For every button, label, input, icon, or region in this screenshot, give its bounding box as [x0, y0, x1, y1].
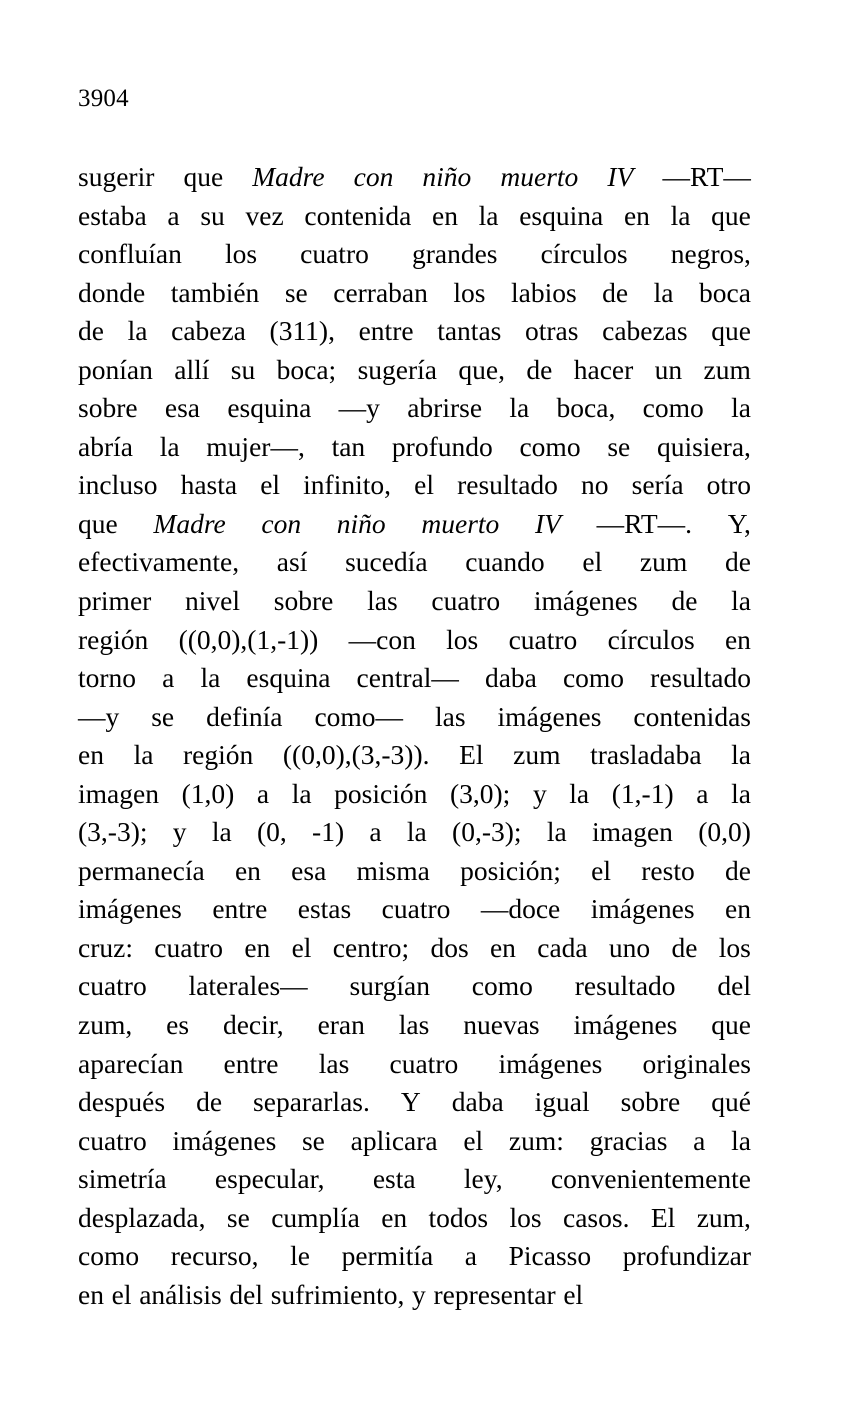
text-word: El: [650, 1201, 676, 1233]
text-line: [78, 158, 751, 197]
text-word: los: [453, 276, 486, 308]
text-word: (311),: [269, 315, 335, 347]
text-word: la: [546, 816, 567, 848]
text-word: un: [654, 353, 683, 385]
text-word: imágenes: [78, 893, 182, 925]
text-word: labios: [510, 276, 577, 308]
text-word: [421, 505, 499, 544]
text-word: imágenes: [573, 1009, 678, 1041]
text-word: las: [398, 1009, 430, 1041]
text-word: el: [260, 469, 281, 501]
text-word: quisiera,: [656, 430, 751, 462]
text-word: —RT—: [662, 161, 751, 192]
text-word: tantas: [437, 315, 502, 347]
text-word: la: [127, 315, 148, 347]
text-word: daba: [484, 662, 537, 694]
text-word: sobre: [78, 392, 138, 424]
italic-title-word: IV: [607, 161, 634, 192]
text-word: en: [244, 931, 271, 963]
text-word: a: [167, 199, 180, 231]
text-word: su: [230, 353, 256, 385]
text-word: zum,: [78, 1009, 133, 1041]
text-word: el: [582, 546, 603, 578]
text-word: zum: [513, 739, 561, 771]
text-word: la: [670, 199, 691, 231]
text-word: sufrimiento,: [270, 1278, 405, 1310]
text-word: todos: [428, 1201, 489, 1233]
text-word: [153, 505, 225, 544]
text-word: la: [291, 777, 312, 809]
text-word: —con: [348, 623, 416, 655]
text-word: incluso: [78, 469, 158, 501]
text-word: cuatro: [78, 970, 147, 1002]
text-word: se: [301, 1124, 325, 1156]
text-word: su: [200, 199, 225, 231]
text-word: y: [412, 1278, 426, 1310]
text-word: (0,: [256, 816, 287, 848]
italic-title-word: Madre: [153, 507, 226, 539]
text-word: cuatro: [381, 893, 451, 925]
text-word: resultado: [650, 662, 751, 694]
text-word: como: [562, 662, 625, 694]
text-word: de: [724, 546, 751, 578]
text-line: [78, 312, 751, 351]
text-word: como—: [314, 700, 404, 732]
text-word: la: [159, 430, 180, 462]
text-word: estaba: [78, 199, 147, 231]
text-word: que,: [458, 353, 505, 385]
text-word: esquina: [519, 199, 604, 231]
text-word: de: [78, 315, 104, 347]
text-word: surgían: [349, 970, 430, 1002]
text-word: en: [234, 854, 261, 886]
text-word: [535, 505, 561, 544]
italic-title-word: con: [261, 507, 302, 539]
text-word: primer: [78, 585, 152, 617]
text-word: simetría: [78, 1163, 167, 1195]
text-word: boca,: [556, 392, 616, 424]
text-word: es: [166, 1009, 190, 1041]
text-word: otro: [706, 469, 751, 501]
text-word: hasta: [180, 469, 238, 501]
text-word: se: [151, 700, 175, 732]
text-word: [252, 158, 324, 197]
text-word: de: [671, 585, 698, 617]
text-word: —y: [338, 392, 380, 424]
text-word: el: [463, 1124, 484, 1156]
text-line: [78, 621, 751, 660]
text-word: (3,-3);: [78, 816, 148, 848]
text-word: la: [478, 199, 499, 231]
text-word: gracias: [589, 1124, 668, 1156]
text-word: esquina: [227, 392, 312, 424]
text-word: imagen: [591, 816, 673, 848]
text-word: hacer: [573, 353, 634, 385]
text-word: dos: [430, 931, 469, 963]
text-word: en: [725, 893, 751, 925]
text-word: esa: [291, 854, 327, 886]
text-word: círculos: [540, 238, 628, 270]
text-word: el: [591, 854, 612, 886]
italic-title-word: niño: [336, 507, 386, 539]
text-word: estas: [297, 893, 352, 925]
text-word: central—: [356, 662, 459, 694]
text-line: [78, 890, 751, 929]
text-word: no: [581, 469, 609, 501]
text-word: a: [162, 662, 175, 694]
text-word: cuatro: [300, 238, 369, 270]
text-word: esta: [372, 1163, 416, 1195]
text-word: convenientemente: [550, 1163, 751, 1195]
text-word: cuando: [465, 546, 545, 578]
text-word: cuatro: [508, 623, 578, 655]
text-word: decir,: [222, 1009, 284, 1041]
text-word: (3,0);: [449, 777, 511, 809]
text-word: cuatro: [389, 1047, 459, 1079]
text-word: región: [78, 623, 149, 655]
text-word: la: [653, 276, 674, 308]
text-word: de: [724, 854, 751, 886]
text-word: las: [435, 700, 466, 732]
text-word: en: [489, 931, 516, 963]
text-word: torno: [78, 662, 137, 694]
text-line: [78, 1237, 751, 1276]
text-word: sugería: [357, 353, 437, 385]
text-word: resultado: [457, 469, 558, 501]
text-word: Picasso: [508, 1240, 592, 1272]
text-word: cumplía: [271, 1201, 360, 1233]
text-word: en: [381, 1201, 408, 1233]
text-word: igual: [534, 1086, 590, 1118]
text-word: profundizar: [622, 1240, 751, 1272]
text-word: resto: [641, 854, 695, 886]
text-word: permanecía: [78, 854, 205, 886]
text-word: —doce: [480, 893, 561, 925]
text-word: [607, 158, 633, 197]
text-word: la: [731, 739, 751, 771]
text-line: [78, 1006, 751, 1045]
text-word: los: [718, 931, 751, 963]
text-word: imágenes: [590, 893, 695, 925]
text-word: misma: [356, 854, 430, 886]
italic-title-word: Madre: [252, 161, 325, 192]
text-word: de: [602, 276, 629, 308]
text-word: la: [509, 392, 530, 424]
text-word: a: [256, 777, 270, 809]
text-word: [354, 158, 394, 197]
text-word: ((0,0),(1,-1)): [178, 623, 319, 655]
text-line: [78, 659, 751, 698]
text-word: entre: [223, 1047, 279, 1079]
text-word: zum:: [508, 1124, 564, 1156]
text-word: nuevas: [463, 1009, 540, 1041]
text-word: imágenes: [172, 1124, 277, 1156]
text-word: -1): [312, 816, 345, 848]
text-word: (0,-3);: [452, 816, 522, 848]
text-line: [78, 505, 751, 544]
text-word: entre: [358, 315, 414, 347]
text-word: qué: [711, 1086, 751, 1118]
text-word: [422, 158, 471, 197]
text-word: recurso,: [170, 1240, 259, 1272]
text-word: sobre: [620, 1086, 681, 1118]
text-line: [78, 852, 751, 891]
text-word: que: [183, 161, 224, 192]
text-word: posición: [334, 777, 428, 809]
text-word: (1,-1): [611, 777, 674, 809]
text-word: nivel: [185, 585, 241, 617]
text-word: laterales—: [188, 970, 308, 1002]
text-word: cuatro: [78, 1124, 147, 1156]
text-word: zum: [703, 353, 751, 385]
text-word: sugerir: [78, 161, 155, 192]
text-word: entre: [212, 893, 268, 925]
text-word: donde: [78, 276, 146, 308]
text-word: posición;: [460, 854, 561, 886]
text-word: las: [318, 1047, 350, 1079]
text-line: [78, 1276, 751, 1315]
text-word: región: [183, 739, 254, 771]
text-line: [78, 929, 751, 968]
text-word: el: [291, 931, 312, 963]
text-line: [78, 1160, 751, 1199]
text-word: negros,: [670, 238, 751, 270]
text-word: esquina: [246, 662, 331, 694]
text-line: [78, 736, 751, 775]
text-line: [78, 698, 751, 737]
text-word: del: [717, 970, 751, 1002]
text-word: originales: [642, 1047, 751, 1079]
text-word: las: [367, 585, 398, 617]
text-line: [78, 428, 751, 467]
text-word: la: [731, 585, 751, 617]
text-word: como: [471, 970, 533, 1002]
italic-title-word: niño: [422, 161, 472, 192]
text-word: como: [519, 430, 581, 462]
text-word: cabezas: [602, 315, 688, 347]
text-word: separarlas.: [253, 1086, 370, 1118]
body-text-block: [78, 158, 751, 1314]
text-word: los: [446, 623, 479, 655]
text-line: [78, 466, 751, 505]
text-word: imágenes: [497, 700, 602, 732]
text-word: tan: [331, 430, 366, 462]
text-word: se: [607, 430, 631, 462]
text-word: sucedía: [345, 546, 428, 578]
italic-title-word: muerto: [421, 507, 500, 539]
text-word: ley,: [463, 1163, 503, 1195]
text-word: como: [78, 1240, 140, 1272]
text-word: como: [642, 392, 704, 424]
text-word: sería: [631, 469, 684, 501]
text-word: en: [78, 739, 104, 771]
text-word: desplazada,: [78, 1201, 206, 1233]
text-word: —RT—.: [596, 507, 693, 539]
text-word: allí: [174, 353, 210, 385]
text-word: la: [569, 777, 590, 809]
text-word: vez: [245, 199, 284, 231]
text-word: boca;: [276, 353, 337, 385]
text-word: en: [78, 1278, 104, 1310]
text-word: se: [284, 276, 308, 308]
text-line: [78, 1083, 751, 1122]
text-word: la: [731, 392, 751, 424]
text-word: cabeza: [171, 315, 246, 347]
text-word: análisis: [139, 1278, 222, 1310]
text-word: el: [414, 469, 434, 501]
text-word: zum,: [696, 1201, 751, 1233]
text-word: que: [711, 1009, 751, 1041]
text-word: a: [464, 1240, 478, 1272]
italic-title-word: con: [353, 161, 394, 192]
text-word: de: [526, 353, 553, 385]
text-word: y: [172, 816, 187, 848]
text-word: que: [78, 507, 118, 539]
text-line: [78, 351, 751, 390]
text-word: Y: [400, 1086, 421, 1118]
text-line: [78, 389, 751, 428]
italic-title-word: IV: [534, 507, 561, 539]
text-word: centro;: [332, 931, 410, 963]
text-line: [78, 1199, 751, 1238]
text-word: cerraban: [333, 276, 428, 308]
text-word: círculos: [607, 623, 695, 655]
text-word: aparecían: [78, 1047, 184, 1079]
text-word: trasladaba: [590, 739, 702, 771]
text-word: contenidas: [633, 700, 751, 732]
text-line: [78, 1045, 751, 1084]
text-word: uno: [608, 931, 651, 963]
text-word: mujer—,: [206, 430, 305, 462]
text-word: cada: [537, 931, 588, 963]
text-line: [78, 1122, 751, 1161]
text-word: cuatro: [154, 931, 223, 963]
text-word: [337, 505, 386, 544]
text-word: el: [563, 1278, 584, 1310]
text-line: [78, 582, 751, 621]
text-word: en: [431, 199, 458, 231]
text-word: casos.: [563, 1201, 630, 1233]
text-word: también: [170, 276, 260, 308]
text-word: efectivamente,: [78, 546, 240, 578]
text-word: le: [290, 1240, 310, 1272]
text-word: cuatro: [431, 585, 501, 617]
text-word: permitía: [341, 1240, 434, 1272]
text-word: la: [211, 816, 232, 848]
text-word: grandes: [411, 238, 498, 270]
text-word: así: [276, 546, 308, 578]
text-word: imagen: [78, 777, 159, 809]
text-word: sobre: [273, 585, 334, 617]
text-word: definía: [206, 700, 283, 732]
text-word: eran: [317, 1009, 365, 1041]
text-word: ponían: [78, 353, 153, 385]
text-word: el: [111, 1278, 132, 1310]
text-word: resultado: [574, 970, 676, 1002]
text-word: después: [78, 1086, 166, 1118]
text-word: en: [724, 623, 751, 655]
text-word: de: [196, 1086, 223, 1118]
page-number: 3904: [78, 85, 129, 112]
text-word: imágenes: [498, 1047, 603, 1079]
text-word: que: [711, 315, 751, 347]
text-word: imágenes: [533, 585, 638, 617]
italic-title-word: muerto: [500, 161, 579, 192]
text-word: zum: [639, 546, 688, 578]
text-word: esa: [164, 392, 201, 424]
text-word: la: [731, 1124, 751, 1156]
text-word: ((0,0),(3,-3)).: [282, 739, 430, 771]
text-word: El: [459, 739, 484, 771]
text-word: boca: [699, 276, 751, 308]
text-word: (1,0): [181, 777, 235, 809]
text-word: profundo: [391, 430, 493, 462]
text-word: representar: [433, 1278, 556, 1310]
text-line: [78, 967, 751, 1006]
text-line: [78, 813, 751, 852]
text-word: Y,: [727, 507, 751, 539]
text-word: especular,: [214, 1163, 325, 1195]
text-word: daba: [451, 1086, 504, 1118]
text-word: otras: [525, 315, 579, 347]
text-line: [78, 543, 751, 582]
text-word: de: [671, 931, 698, 963]
text-word: los: [224, 238, 258, 270]
text-word: [500, 158, 578, 197]
text-word: en: [623, 199, 650, 231]
text-word: a: [696, 777, 709, 809]
text-word: del: [229, 1278, 263, 1310]
text-word: que: [711, 199, 751, 231]
text-word: (0,0): [698, 816, 751, 848]
text-word: y: [532, 777, 547, 809]
text-word: la: [133, 739, 154, 771]
text-word: a: [369, 816, 382, 848]
text-word: contenida: [304, 199, 412, 231]
text-word: los: [509, 1201, 542, 1233]
text-word: —y: [78, 700, 120, 732]
text-line: [78, 197, 751, 236]
text-word: la: [406, 816, 427, 848]
text-line: [78, 775, 751, 814]
text-line: [78, 274, 751, 313]
text-word: infinito,: [303, 469, 392, 501]
text-word: aplicara: [350, 1124, 438, 1156]
text-line: [78, 235, 751, 274]
text-word: la: [731, 777, 751, 809]
text-word: la: [200, 662, 221, 694]
text-word: cruz:: [78, 931, 133, 963]
text-word: se: [226, 1201, 250, 1233]
text-word: abría: [78, 430, 133, 462]
text-word: [261, 505, 301, 544]
text-word: confluían: [78, 238, 182, 270]
text-word: a: [693, 1124, 706, 1156]
text-word: abrirse: [407, 392, 483, 424]
